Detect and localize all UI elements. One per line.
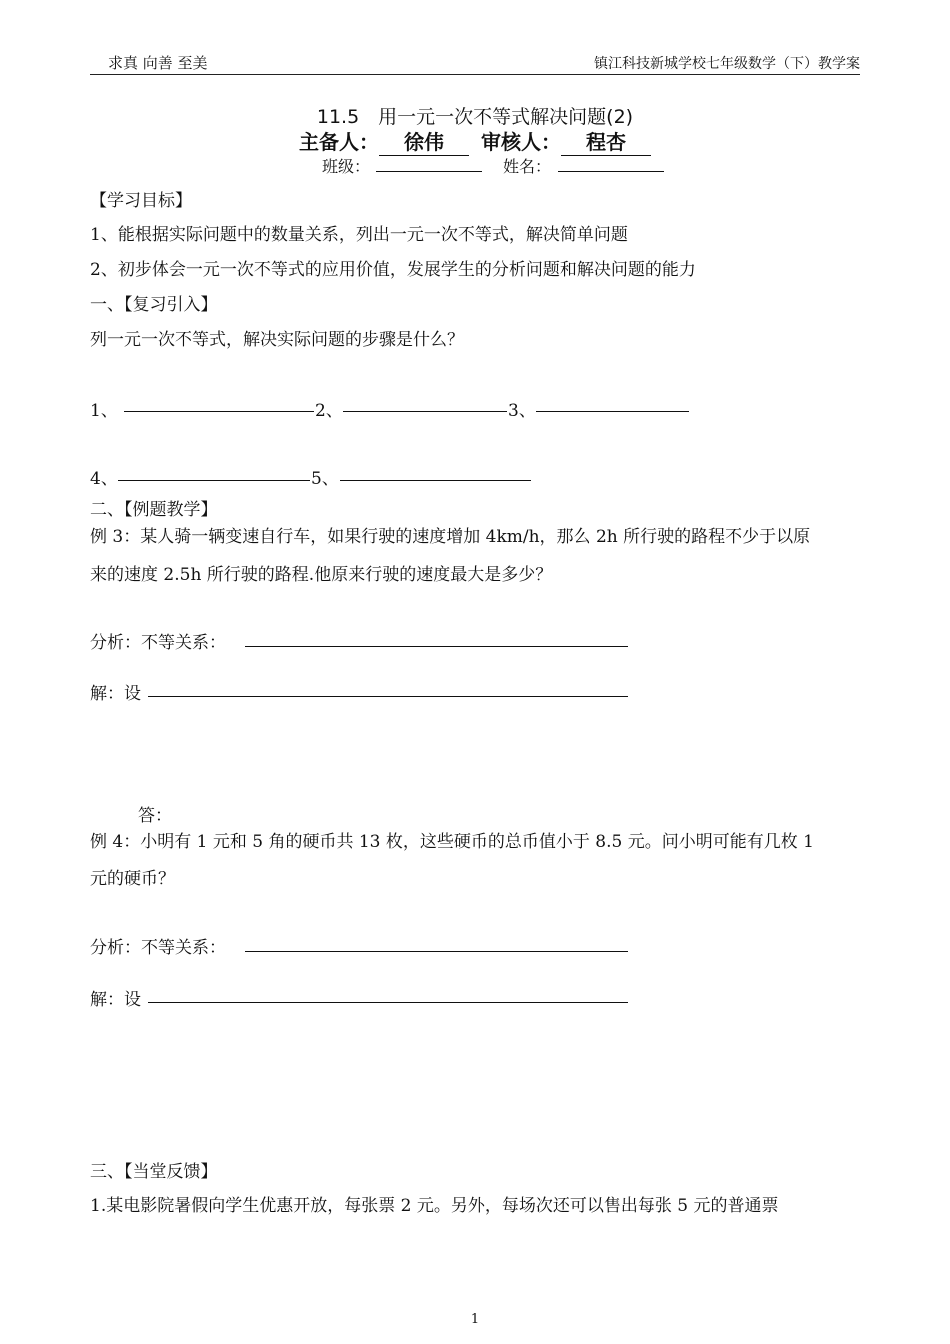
step-2-label: 2、 [315,401,343,421]
step-1-label: 1、 [90,401,118,421]
feedback-question-1: 1.某电影院暑假向学生优惠开放，每张票 2 元。另外，每场次还可以售出每张 5 元的普通票 [90,1196,779,1216]
author-line [0,126,950,156]
step-3-blank [536,411,689,412]
solution-label-4: 解：设 [90,990,141,1010]
page-number: 1 [470,1312,480,1327]
step-1-blank [124,411,314,412]
reviewer-label: 审核人： [481,130,561,154]
review-heading: 一、【复习引入】 [90,295,218,315]
header-school: 镇江科技新城学校七年级数学（下）教学案 [594,56,860,72]
objective-1: 1、能根据实际问题中的数量关系，列出一元一次不等式，解决简单问题 [90,225,628,245]
name-blank [558,171,664,172]
page-title: 11.5 用一元一次不等式解决问题(2) [316,106,634,128]
analysis-label-4: 分析：不等关系： [90,938,226,958]
header-rule [90,74,860,75]
name-label: 姓名： [503,157,552,176]
solution-blank-3 [148,696,628,697]
reviewer-name: 程杏 [561,126,651,156]
header-motto: 求真 向善 至美 [108,54,208,72]
step-4-blank [118,480,310,481]
example-4-line-1: 例 4：小明有 1 元和 5 角的硬币共 13 枚，这些硬币的总币值小于 8.5 元。问小明可能有几枚 1 [90,832,814,852]
step-5-blank [340,480,531,481]
step-4-label: 4、 [90,469,118,489]
example-3-line-2: 来的速度 2.5h 所行驶的路程.他原来行驶的速度最大是多少？ [90,565,553,585]
solution-blank-4 [148,1002,628,1003]
analysis-label-3: 分析：不等关系： [90,633,226,653]
preparer-label: 主备人： [299,130,379,154]
analysis-blank-3 [245,646,628,647]
class-blank [376,171,482,172]
example-3-line-1: 例 3：某人骑一辆变速自行车，如果行驶的速度增加 4km/h，那么 2h 所行驶的路程不少于以原 [90,527,811,547]
review-question: 列一元一次不等式，解决实际问题的步骤是什么？ [90,330,464,350]
objective-2: 2、初步体会一元一次不等式的应用价值，发展学生的分析问题和解决问题的能力 [90,260,696,280]
answer-label-3: 答： [138,806,172,826]
examples-heading: 二、【例题教学】 [90,500,218,520]
step-5-label: 5、 [311,469,339,489]
step-2-blank [343,411,507,412]
class-label: 班级： [322,157,371,176]
feedback-heading: 三、【当堂反馈】 [90,1162,218,1182]
example-4-line-2: 元的硬币？ [90,869,175,889]
objectives-heading: 【学习目标】 [90,191,192,211]
step-3-label: 3、 [508,401,536,421]
preparer-name: 徐伟 [379,126,469,156]
solution-label-3: 解：设 [90,684,141,704]
analysis-blank-4 [245,951,628,952]
